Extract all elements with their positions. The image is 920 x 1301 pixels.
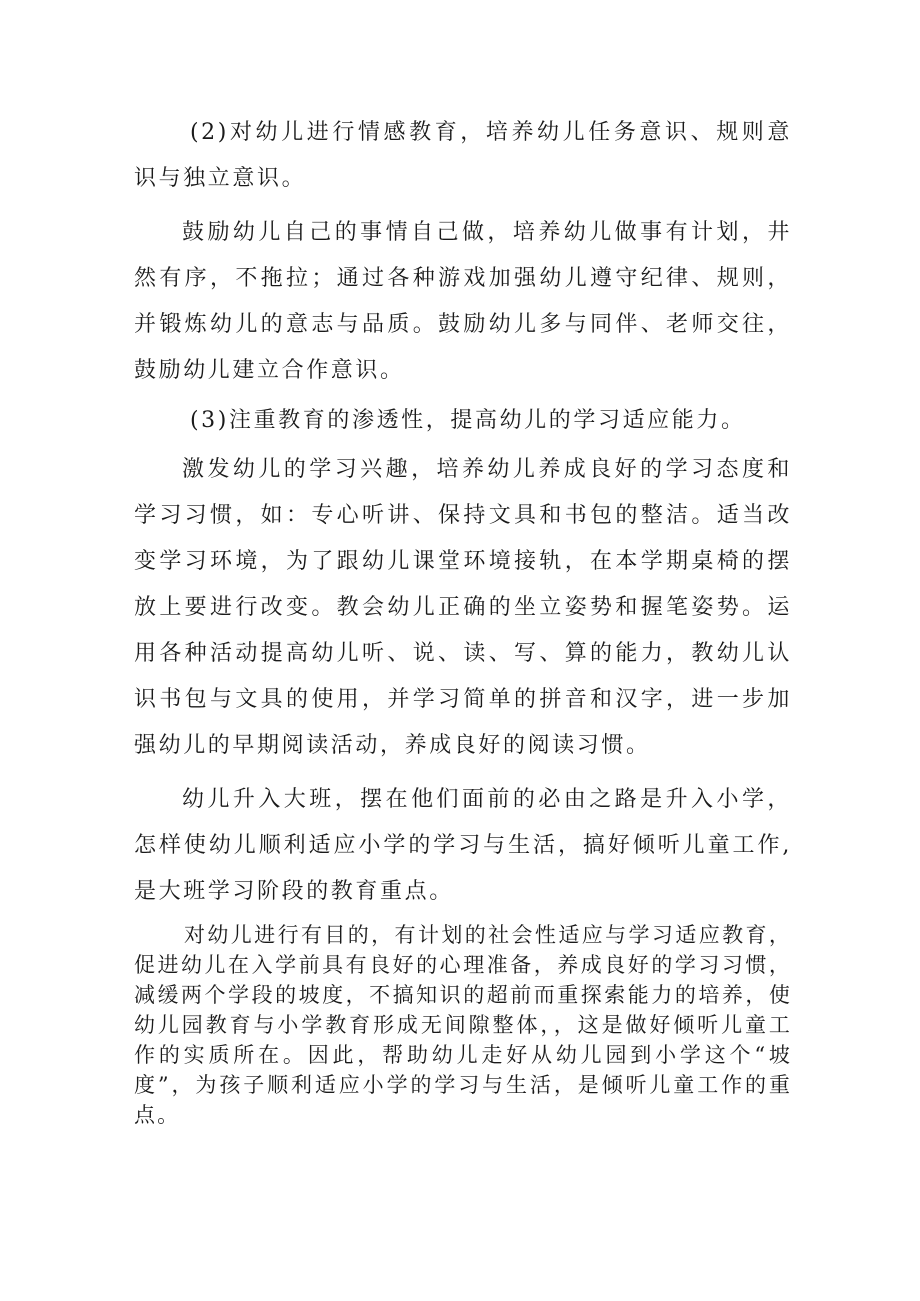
paragraph-body: 幼儿升入大班，摆在他们面前的必由之路是升入小学，怎样使幼儿顺利适应小学的学习与生活，搞好倾听儿童工作,是大班学习阶段的教育重点。 (134, 787, 792, 904)
paragraph-heading-3: (3)注重教育的渗透性，提高幼儿的学习适应能力。 (190, 408, 746, 433)
paragraph-heading-2: (2)对幼儿进行情感教育，培养幼儿任务意识、规则意识与独立意识。 (134, 120, 792, 191)
paragraph-body-dense: 对幼儿进行有目的，有计划的社会性适应与学习适应教育，促进幼儿在入学前具有良好的心理准备，养成良好的学习习惯，减缓两个学段的坡度，不搞知识的超前而重探索能力的培养，使幼儿园教育与小学教育形成无间隙整体，，这是做好倾听儿童工作的实质所在。因此，帮助幼儿走好从幼儿园到小学这个“坡度”，为孩子顺利适应小学的学习与生活，是倾听儿童工作的重点。 (134, 923, 792, 1127)
paragraph-body: 鼓励幼儿自己的事情自己做，培养幼儿做事有计划，井然有序，不拖拉；通过各种游戏加强幼儿遵守纪律、规则，并锻炼幼儿的意志与品质。鼓励幼儿多与同伴、老师交往，鼓励幼儿建立合作意识。 (134, 220, 792, 383)
paragraph-body: 激发幼儿的学习兴趣，培养幼儿养成良好的学习态度和学习习惯，如：专心听讲、保持文具和书包的整洁。适当改变学习环境，为了跟幼儿课堂环境接轨，在本学期桌椅的摆放上要进行改变。教会幼儿正确的坐立姿势和握笔姿势。运用各种活动提高幼儿听、说、读、写、算的能力，教幼儿认识书包与文具的使用，并学习简单的拼音和汉字，进一步加强幼儿的早期阅读活动，养成良好的阅读习惯。 (134, 457, 792, 758)
